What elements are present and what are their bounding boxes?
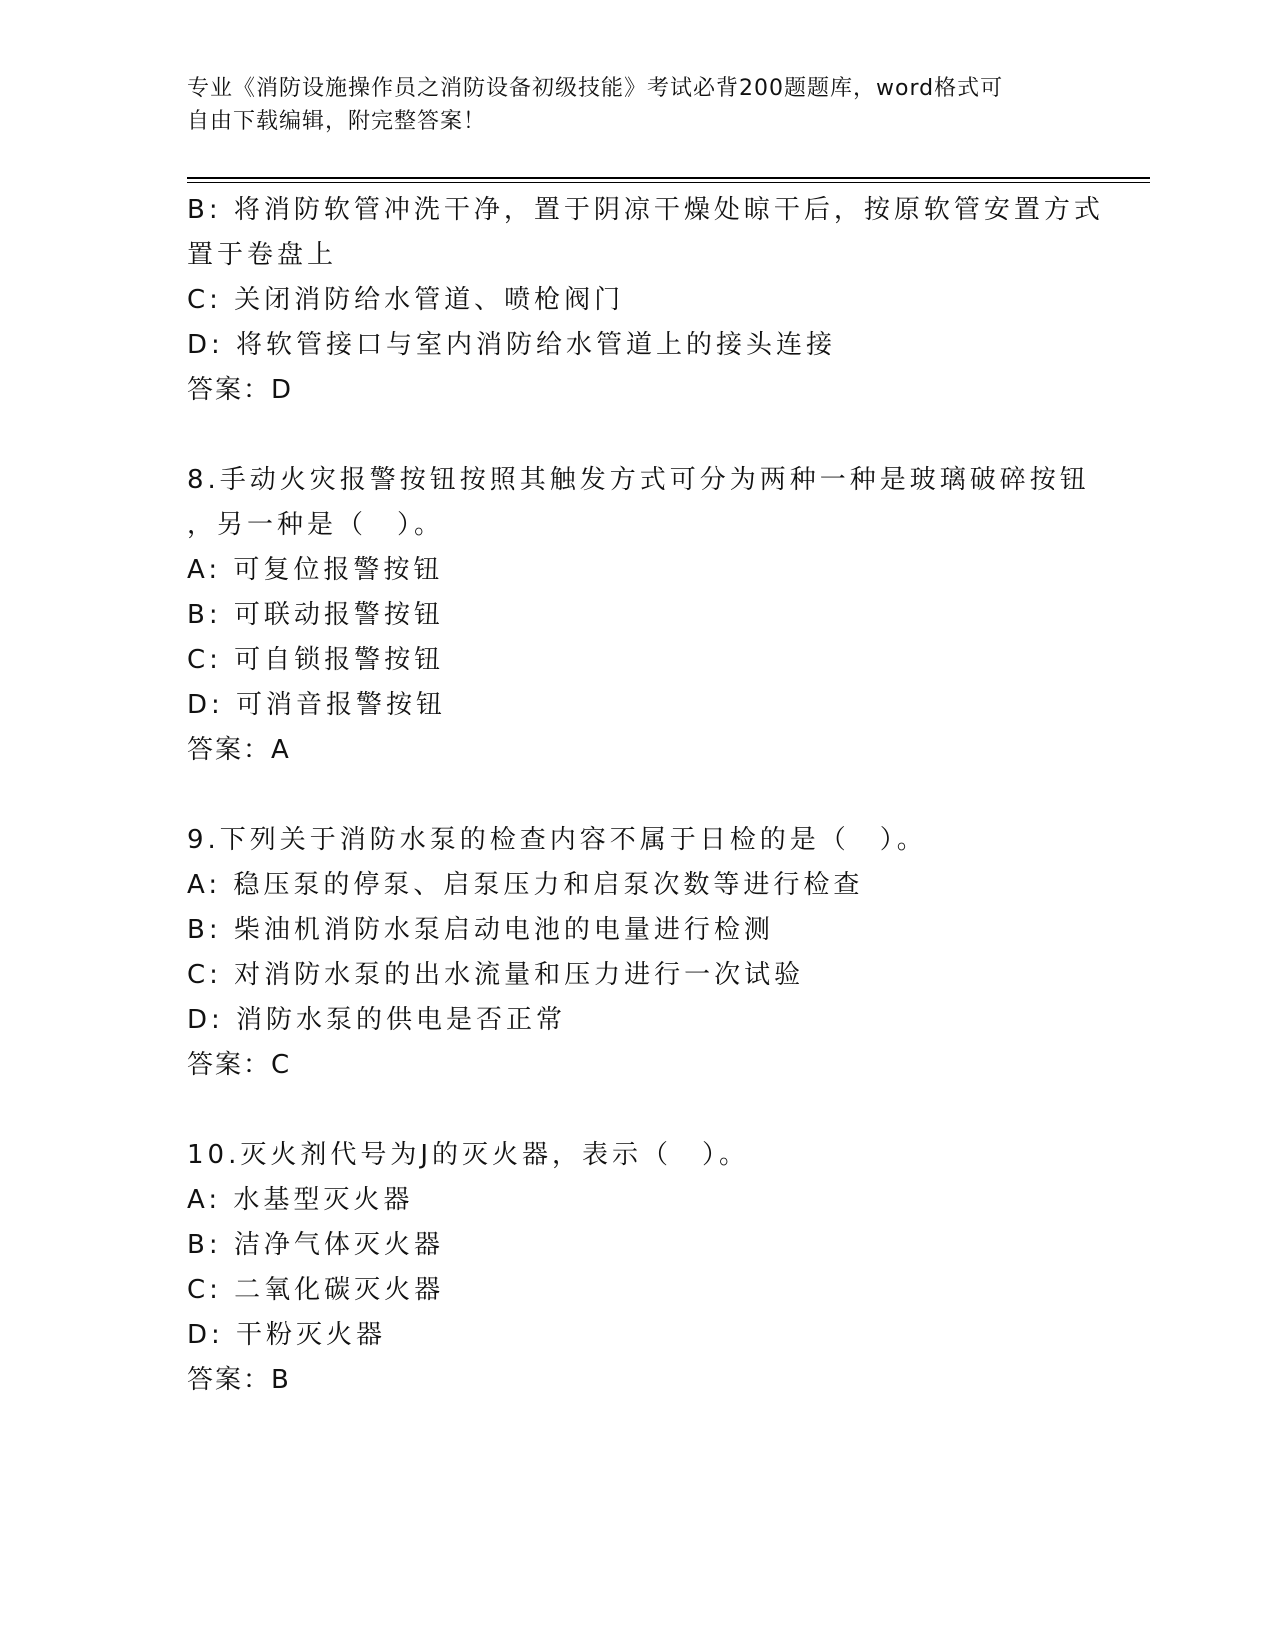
- header-divider-thin: [187, 182, 1150, 183]
- header-divider-thick: [187, 177, 1150, 179]
- option-b: B: 柴油机消防水泵启动电池的电量进行检测: [187, 915, 774, 945]
- option-d: D: 将软管接口与室内消防给水管道上的接头连接: [187, 330, 837, 360]
- question-8: [187, 458, 1090, 773]
- answer: 答案：C: [187, 1050, 292, 1080]
- question-stem-line-1: 8.手动火灾报警按钮按照其触发方式可分为两种一种是玻璃破碎按钮: [187, 465, 1090, 495]
- option-c: C: 关闭消防给水管道、喷枪阀门: [187, 285, 625, 315]
- answer: 答案：A: [187, 735, 291, 765]
- option-b-line-2: 置于卷盘上: [187, 240, 338, 270]
- header-line-1: 专业《消防设施操作员之消防设备初级技能》考试必背200题题库，word格式可: [187, 76, 1004, 101]
- option-c: C: 二氧化碳灭火器: [187, 1275, 445, 1305]
- question-stem-line-2: ，另一种是（ ）。: [187, 510, 445, 540]
- option-c: C: 对消防水泵的出水流量和压力进行一次试验: [187, 960, 805, 990]
- option-b: B: 洁净气体灭火器: [187, 1230, 444, 1260]
- document-header: [187, 72, 1087, 138]
- option-a: A: 水基型灭火器: [187, 1185, 414, 1215]
- answer: 答案：B: [187, 1365, 291, 1395]
- answer: 答案：D: [187, 375, 294, 405]
- header-line-2: 自由下载编辑，附完整答案！: [187, 109, 487, 134]
- question-stem: 9.下列关于消防水泵的检查内容不属于日检的是（ ）。: [187, 825, 927, 855]
- question-9: [187, 818, 1087, 1088]
- option-d: D: 可消音报警按钮: [187, 690, 447, 720]
- option-a: A: 稳压泵的停泵、启泵压力和启泵次数等进行检查: [187, 870, 864, 900]
- option-d: D: 干粉灭火器: [187, 1320, 387, 1350]
- document-body: [187, 188, 1104, 1403]
- question-7-tail: [187, 188, 1104, 413]
- option-b: B: 可联动报警按钮: [187, 600, 444, 630]
- question-10: [187, 1133, 1087, 1403]
- question-stem: 10.灭火剂代号为J的灭火器，表示（ ）。: [187, 1140, 750, 1170]
- option-a: A: 可复位报警按钮: [187, 555, 444, 585]
- option-d: D: 消防水泵的供电是否正常: [187, 1005, 567, 1035]
- option-b-line-1: B: 将消防软管冲洗干净，置于阴凉干燥处晾干后，按原软管安置方式: [187, 195, 1104, 225]
- option-c: C: 可自锁报警按钮: [187, 645, 445, 675]
